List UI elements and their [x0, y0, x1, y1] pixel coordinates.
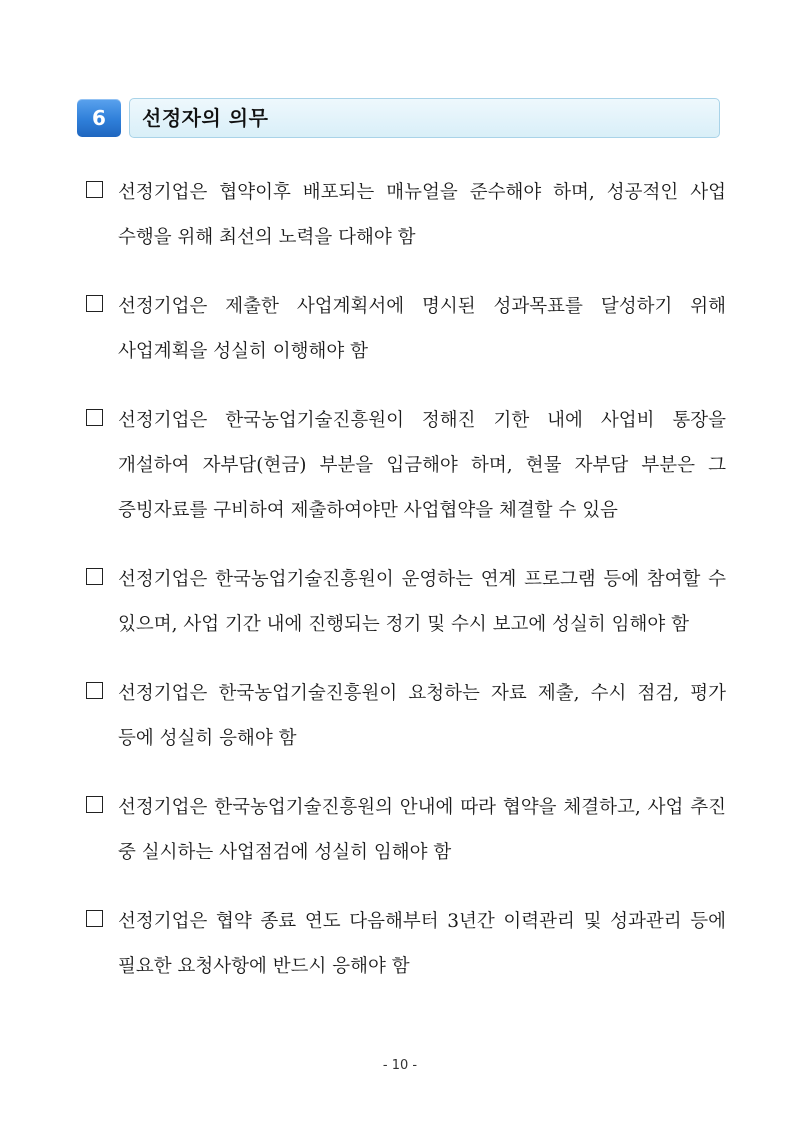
list-item-text: 선정기업은 협약 종료 연도 다음해부터 3년간 이력관리 및 성과관리 등에 필요한 요청사항에 반드시 응해야 함: [118, 911, 726, 977]
checkbox-icon: [86, 682, 103, 699]
checkbox-icon: [86, 568, 103, 585]
checkbox-icon: [86, 181, 103, 198]
section-number-badge: 6: [77, 99, 121, 137]
list-item-text: 선정기업은 한국농업기술진흥원의 안내에 따라 협약을 체결하고, 사업 추진 중 실시하는 사업점검에 성실히 임해야 함: [118, 797, 726, 863]
checkbox-icon: [86, 409, 103, 426]
list-item-text: 선정기업은 한국농업기술진흥원이 정해진 기한 내에 사업비 통장을 개설하여 자부담(현금) 부분을 입금해야 하며, 현물 자부담 부분은 그 증빙자료를 구비하여 제출하여야만 사업협약을 체결할 수 있음: [118, 410, 726, 521]
list-item-text: 선정기업은 협약이후 배포되는 매뉴얼을 준수해야 하며, 성공적인 사업 수행을 위해 최선의 노력을 다해야 함: [118, 182, 726, 248]
list-item-text: 선정기업은 한국농업기술진흥원이 운영하는 연계 프로그램 등에 참여할 수 있으며, 사업 기간 내에 진행되는 정기 및 수시 보고에 성실히 임해야 함: [118, 569, 726, 635]
list-item: [86, 785, 726, 875]
list-item: [86, 284, 726, 374]
section-title-box: [129, 98, 720, 138]
page-number: - 10 -: [382, 1058, 418, 1073]
list-item: [86, 170, 726, 260]
list-item: [86, 557, 726, 647]
list-item: [86, 899, 726, 989]
list-item-text: 선정기업은 제출한 사업계획서에 명시된 성과목표를 달성하기 위해 사업계획을 성실히 이행해야 함: [118, 296, 726, 362]
obligation-list: [86, 170, 726, 1013]
list-item-text: 선정기업은 한국농업기술진흥원이 요청하는 자료 제출, 수시 점검, 평가 등에 성실히 응해야 함: [118, 683, 726, 749]
list-item: [86, 398, 726, 533]
checkbox-icon: [86, 796, 103, 813]
checkbox-icon: [86, 910, 103, 927]
checkbox-icon: [86, 295, 103, 312]
section-title: 선정자의 의무: [142, 106, 269, 130]
section-header: [77, 98, 718, 138]
list-item: [86, 671, 726, 761]
